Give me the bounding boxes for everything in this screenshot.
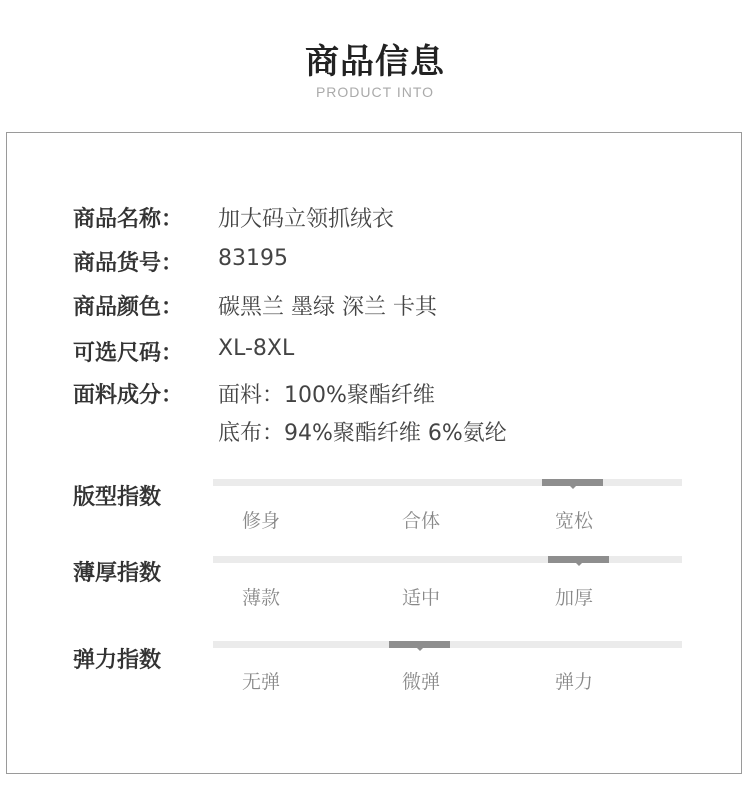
fit-scale-label: 版型指数 bbox=[73, 485, 162, 510]
stretch-option-none: 无弹 bbox=[241, 671, 280, 693]
stretch-scale-marker bbox=[389, 641, 450, 648]
thickness-option-thick: 加厚 bbox=[554, 587, 593, 609]
fit-scale-marker bbox=[542, 479, 603, 486]
stretch-scale-label: 弹力指数 bbox=[73, 648, 162, 673]
color-value: 碳黑兰 墨绿 深兰 卡其 bbox=[218, 295, 437, 320]
thickness-option-medium: 适中 bbox=[401, 587, 440, 609]
thickness-scale-marker bbox=[548, 556, 609, 563]
fit-option-loose: 宽松 bbox=[554, 510, 593, 532]
fit-option-regular: 合体 bbox=[401, 510, 440, 532]
fabric-label: 面料成分： bbox=[73, 383, 184, 408]
stretch-option-slight: 微弹 bbox=[401, 671, 440, 693]
fabric-value-outer: 面料：100%聚酯纤维 bbox=[218, 383, 435, 408]
sku-value: 83195 bbox=[218, 246, 288, 271]
size-label: 可选尺码： bbox=[73, 341, 184, 366]
page-subtitle: PRODUCT INTO bbox=[315, 84, 435, 100]
sku-label: 商品货号： bbox=[73, 251, 184, 276]
page-title: 商品信息 bbox=[305, 42, 445, 82]
name-value: 加大码立领抓绒衣 bbox=[218, 207, 395, 232]
stretch-option-stretch: 弹力 bbox=[554, 671, 593, 693]
name-label: 商品名称： bbox=[73, 207, 184, 232]
fit-option-slim: 修身 bbox=[241, 510, 280, 532]
color-label: 商品颜色： bbox=[73, 295, 184, 320]
thickness-option-thin: 薄款 bbox=[241, 587, 280, 609]
fit-scale-track bbox=[213, 479, 682, 486]
thickness-scale-track bbox=[213, 556, 682, 563]
fabric-value-lining: 底布：94%聚酯纤维 6%氨纶 bbox=[218, 421, 507, 446]
stretch-scale-track bbox=[213, 641, 682, 648]
thickness-scale-label: 薄厚指数 bbox=[73, 561, 162, 586]
size-value: XL-8XL bbox=[218, 336, 295, 361]
